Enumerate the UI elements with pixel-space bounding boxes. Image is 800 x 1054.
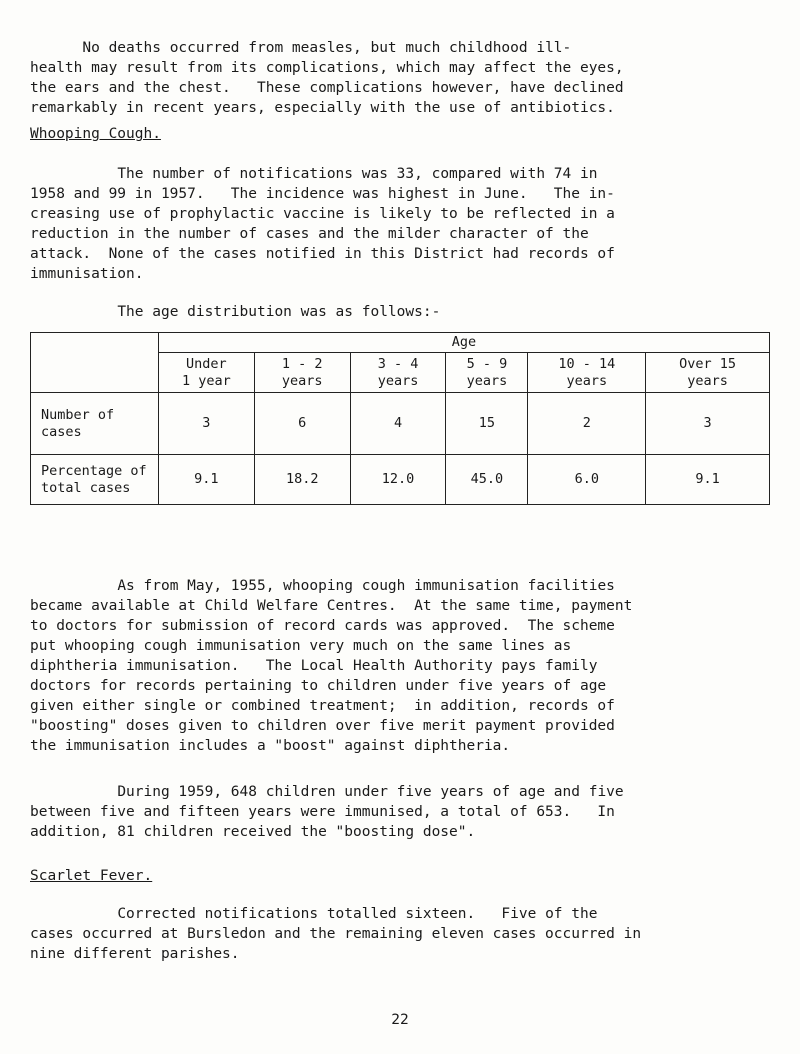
table-cell: 45.0 [446,455,528,505]
whooping-cough-heading: Whooping Cough. [30,126,161,142]
table-cell: 9.1 [158,455,254,505]
page-number: 22 [391,1012,409,1028]
column-header: 1 - 2 years [254,353,350,393]
table-corner-cell [31,333,159,393]
column-header: 3 - 4 years [350,353,446,393]
scarlet-fever-paragraph: Corrected notifications totalled sixteen. Five of the cases occurred at Bursledon and the remaining eleven cases occurred in nine different parishes. [30,906,642,962]
table-cell: 3 [158,393,254,455]
column-header: Under 1 year [158,353,254,393]
age-distribution-intro: The age distribution was as follows:- [30,304,441,320]
table-cell: 6 [254,393,350,455]
table-cell: 18.2 [254,455,350,505]
table-cell: 6.0 [528,455,646,505]
table-cell: 9.1 [646,455,770,505]
table-cell: 4 [350,393,446,455]
column-header: 5 - 9 years [446,353,528,393]
column-header: Over 15 years [646,353,770,393]
row-header: Percentage of total cases [31,455,159,505]
table-cell: 15 [446,393,528,455]
table-row [31,455,770,505]
age-group-header: Age [158,333,769,353]
whooping-notifications-paragraph: The number of notifications was 33, compared with 74 in 1958 and 99 in 1957. The incidence was highest in June. The in- creasing use of prophylactic vaccine is likely to be reflected in a reduction in the number of cases and the milder character of the attack. None of the cases notified in this District had records of immunisation. [30,166,615,282]
table-cell: 3 [646,393,770,455]
column-header: 10 - 14 years [528,353,646,393]
age-distribution-table [30,332,770,505]
table-cell: 2 [528,393,646,455]
measles-paragraph: No deaths occurred from measles, but much childhood ill- health may result from its complications, which may affect the eyes, the ears and the chest. These complications however, have declined remarkably in recent years, especially with the use of antibiotics. [30,40,624,116]
immunisation-paragraph: As from May, 1955, whooping cough immunisation facilities became available at Child Welfare Centres. At the same time, payment to doctors for submission of record cards was approved. The scheme put whooping cough immunisation very much on the same lines as diphtheria immunisation. The Local Health Authority pays family doctors for records pertaining to children under five years of age given either single or combined treatment; in addition, records of "boosting" doses given to children over five merit payment provided the immunisation includes a "boost" against diphtheria. [30,578,633,754]
table-row [31,393,770,455]
scarlet-fever-heading: Scarlet Fever. [30,868,153,884]
table-cell: 12.0 [350,455,446,505]
immunised-count-paragraph: During 1959, 648 children under five years of age and five between five and fifteen years were immunised, a total of 653. In addition, 81 children received the "boosting dose". [30,784,624,840]
row-header: Number of cases [31,393,159,455]
